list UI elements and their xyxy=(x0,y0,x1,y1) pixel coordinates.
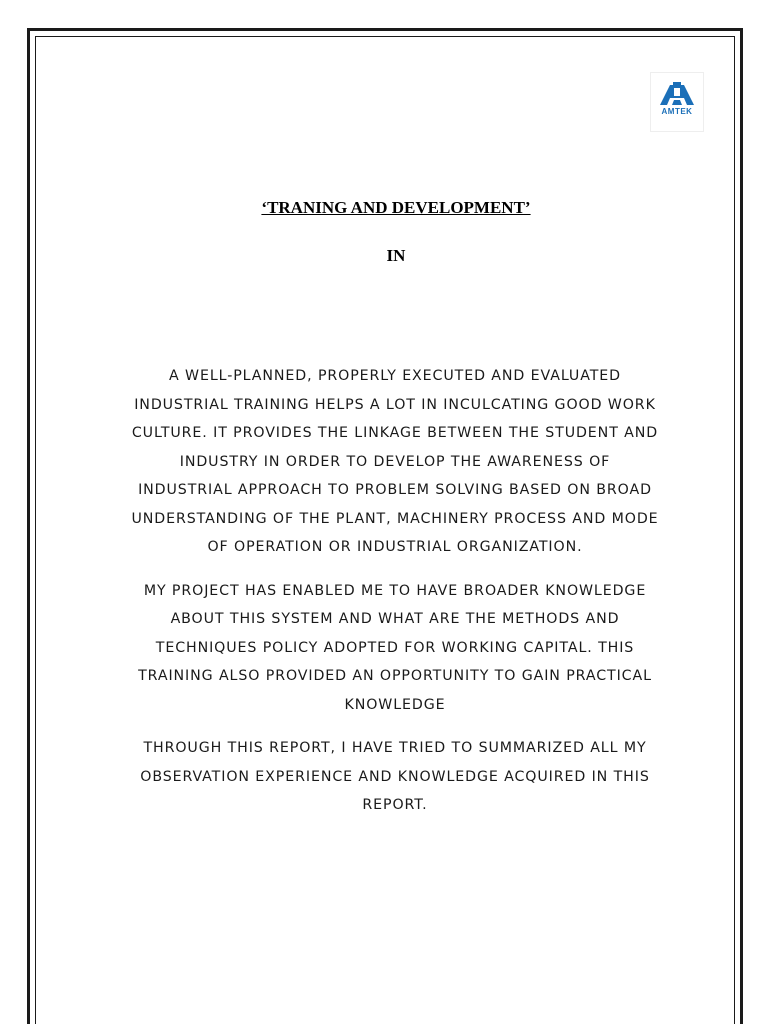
amtek-logo xyxy=(650,72,704,132)
document-body xyxy=(130,362,660,835)
paragraph: THROUGH THIS REPORT, I HAVE TRIED TO SUMMARIZED ALL MY OBSERVATION EXPERIENCE AND KNOWLEDGE ACQUIRED IN THIS REPORT. xyxy=(140,740,650,813)
paragraph: MY PROJECT HAS ENABLED ME TO HAVE BROADER KNOWLEDGE ABOUT THIS SYSTEM AND WHAT ARE THE METHODS AND TECHNIQUES POLICY ADOPTED FOR WORKING CAPITAL. THIS TRAINING ALSO PROVIDED AN OPPORTUNITY TO GAIN PRACTICAL KNOWLEDGE xyxy=(138,582,652,713)
paragraph: A WELL-PLANNED, PROPERLY EXECUTED AND EVALUATED INDUSTRIAL TRAINING HELPS A LOT IN INCULCATING GOOD WORK CULTURE. IT PROVIDES THE LINKAGE BETWEEN THE STUDENT AND INDUSTRY IN ORDER TO DEVELOP THE AWARENESS OF INDUSTRIAL APPROACH TO PROBLEM SOLVING BASED ON BROAD UNDERSTANDING OF THE PLANT, MACHINERY PROCESS AND MODE OF OPERATION OR INDUSTRIAL ORGANIZATION. xyxy=(131,368,659,555)
amtek-logo-icon xyxy=(659,82,695,106)
document-subtitle: IN xyxy=(386,246,406,265)
document-title xyxy=(0,198,768,218)
title-text: ‘TRANING AND DEVELOPMENT’ xyxy=(261,198,531,217)
logo-text: AMTEK xyxy=(661,107,693,116)
